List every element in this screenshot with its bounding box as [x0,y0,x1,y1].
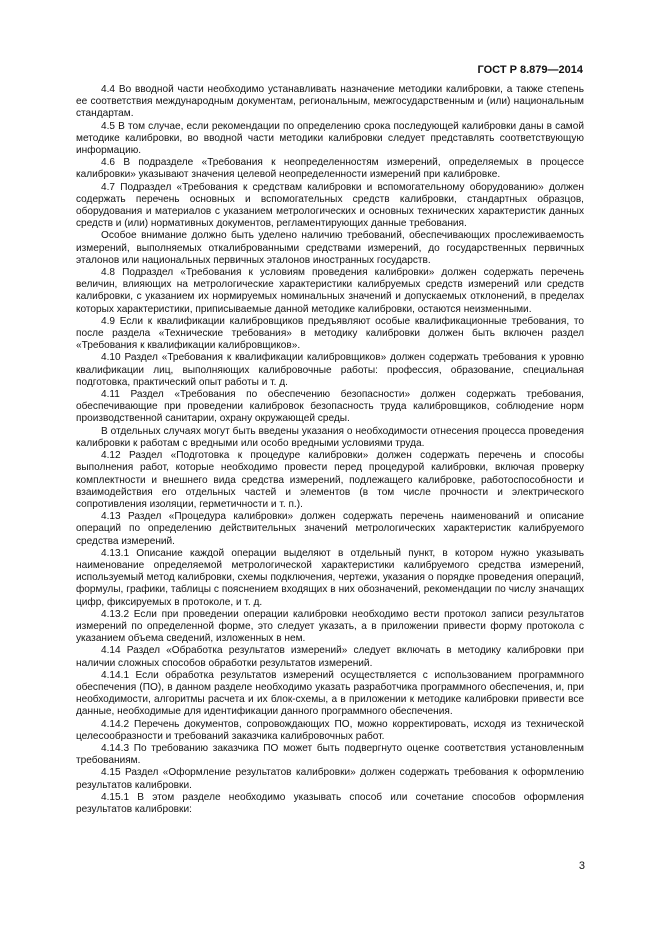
paragraph-4-14-2: 4.14.2 Перечень документов, сопровождающих ПО, можно корректировать, исходя из технической целесообразности и требований заказчика калибровочных работ. [76,718,584,742]
paragraph-4-11: 4.11 Раздел «Требования по обеспечению безопасности» должен содержать требования, обеспечивающие при проведении калибровок безопасность труда калибровщиков, соблюдение норм производственной санитарии, охрану окружающей среды. [76,389,584,425]
paragraph-4-6: 4.6 В подразделе «Требования к неопределенностям измерений, определяемых в процессе калибровки» указывают значения целевой неопределенности измерений при калибровке. [76,157,584,181]
document-body [76,84,584,816]
paragraph-4-4: 4.4 Во вводной части необходимо устанавливать назначение методики калибровки, а также степень ее соответствия международным документам, региональным, межгосударственным и (или) национальным стандартам. [76,84,584,120]
paragraph-4-15-1: 4.15.1 В этом разделе необходимо указывать способ или сочетание способов оформления результатов калибровки: [76,791,584,815]
paragraph-4-12: 4.12 Раздел «Подготовка к процедуре калибровки» должен содержать перечень и способы выполнения работ, которые необходимо провести перед процедурой калибровки, включая проверку комплектности и внешнего вида средства измерений, подлежащего калибровке, работоспособности и взаимодействия его отдельных частей и элементов (в том числе прочности и электрического сопротивления изоляции, герметичности и т. п.). [76,450,584,510]
paragraph-4-14-3: 4.14.3 По требованию заказчика ПО может быть подвергнуто оценке соответствия установленным требованиям. [76,742,584,767]
paragraph-4-10: 4.10 Раздел «Требования к квалификации калибровщиков» должен содержать требования к уровню квалификации лиц, выполняющих калибровочные работы: профессия, образование, специальная подготовка, практический опыт работы и т. д. [76,352,584,388]
paragraph-4-14-1: 4.14.1 Если обработка результатов измерений осуществляется с использованием программного обеспечения (ПО), в данном разделе необходимо указать разработчика программного обеспечения, и, при необходимости, алгоритмы расчета и их блок-схемы, а в приложении к методике калибровки привести все данные, необходимые для идентификации данного программного обеспечения. [76,669,584,718]
paragraph-4-7: 4.7 Подраздел «Требования к средствам калибровки и вспомогательному оборудованию» должен содержать перечень основных и вспомогательных средств калибровки, стандартных образцов, оборудования и материалов с указанием метрологических и основных технических характеристик данных средств и (или) нормативных документов, регламентирующих данные требования. [76,181,584,230]
page-number: 3 [578,860,585,872]
paragraph-4-14: 4.14 Раздел «Обработка результатов измерений» следует включать в методику калибровки при наличии сложных способов обработки результатов измерений. [76,645,584,669]
paragraph-4-8: 4.8 Подраздел «Требования к условиям проведения калибровки» должен содержать перечень величин, влияющих на метрологические характеристики калибруемых средств измерений или средств калибровки, с указанием их нормируемых номинальных значений и допускаемых отклонений, в пределах которых характеристики, приписываемые данной методике калибровки, остаются неизменными. [76,267,584,315]
paragraph-4-13: 4.13 Раздел «Процедура калибровки» должен содержать перечень наименований и описание операций по определению действительных значений метрологических характеристик калибруемого средства измерений. [76,511,584,547]
paragraph-4-15: 4.15 Раздел «Оформление результатов калибровки» должен содержать требования к оформлению результатов калибровки. [76,767,584,791]
paragraph-4-13-2: 4.13.2 Если при проведении операции калибровки необходимо вести протокол записи результатов измерений по определенной форме, это следует указать, а в приложении привести форму протокола с указанием объема сведений, изложенных в нем. [76,608,584,645]
paragraph-4-11-hazard: В отдельных случаях могут быть введены указания о необходимости отнесения процесса проведения калибровки к работам с вредными или особо вредными условиями труда. [76,425,584,449]
paragraph-4-7-traceability: Особое внимание должно быть уделено наличию требований, обеспечивающих прослеживаемость измерений, выполняемых откалиброванными средствами измерений, до государственных первичных эталонов или национальных первичных эталонов иностранных государств. [76,230,584,266]
paragraph-4-9: 4.9 Если к квалификации калибровщиков предъявляют особые квалификационные требования, то после раздела «Технические требования» в методику калибровки должен быть включен раздел «Требования к квалификации калибровщиков». [76,315,584,352]
paragraph-4-13-1: 4.13.1 Описание каждой операции выделяют в отдельный пункт, в котором нужно указывать наименование определяемой метрологической характеристики калибруемого средства измерений, используемый метод калибровки, схемы подключения, чертежи, указания о порядке проведения операций, формулы, графики, таблицы с пояснением входящих в них обозначений, рекомендации по числу значащих цифр, фиксируемых в протоколе, и т. д. [76,547,584,608]
paragraph-4-5: 4.5 В том случае, если рекомендации по определению срока последующей калибровки даны в самой методике калибровки, во вводной части методики калибровки следует представлять соответствующую информацию. [76,120,584,157]
document-header: ГОСТ Р 8.879—2014 [477,64,583,76]
